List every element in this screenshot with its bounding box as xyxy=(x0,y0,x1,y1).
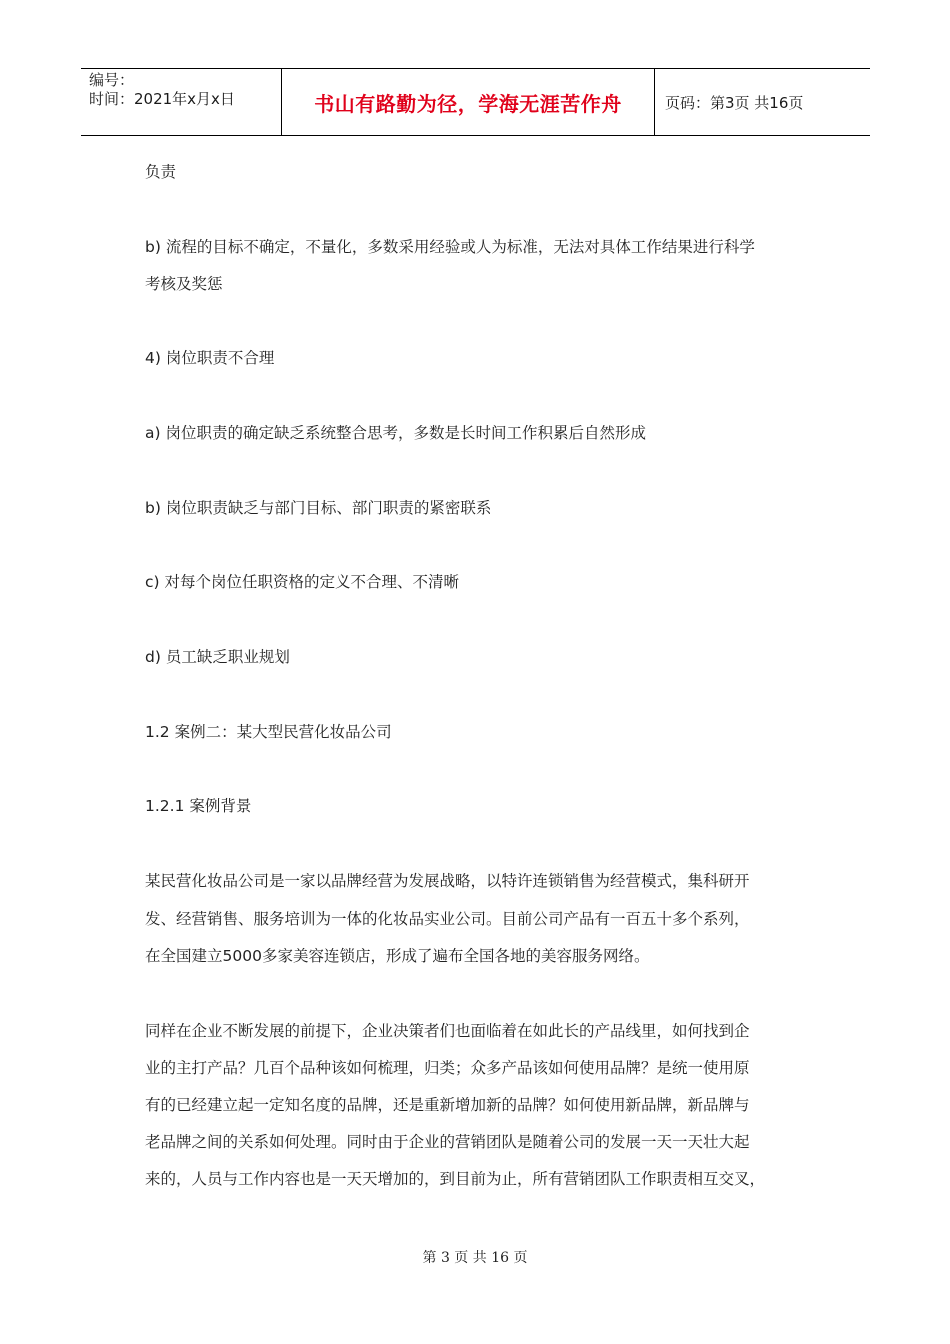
body-line: 某民营化妆品公司是一家以品牌经营为发展战略，以特许连锁销售为经营模式，集科研开 xyxy=(145,872,750,890)
body-line: 有的已经建立起一定知名度的品牌，还是重新增加新的品牌？如何使用新品牌，新品牌与 xyxy=(145,1096,750,1114)
body-line: 业的主打产品？几百个品种该如何梳理，归类；众多产品该如何使用品牌？是统一使用原 xyxy=(145,1059,750,1077)
body-line: 同样在企业不断发展的前提下，企业决策者们也面临着在如此长的产品线里，如何找到企 xyxy=(145,1022,750,1040)
body-line: b) 岗位职责缺乏与部门目标、部门职责的紧密联系 xyxy=(145,499,492,517)
body-line: 来的，人员与工作内容也是一天天增加的，到目前为止，所有营销团队工作职责相互交叉， xyxy=(145,1170,766,1188)
number-label: 编号： xyxy=(89,71,135,89)
header-motto: 书山有路勤为径，学海无涯苦作舟 xyxy=(282,69,655,135)
body-line: c) 对每个岗位任职资格的定义不合理、不清晰 xyxy=(145,573,459,591)
page-footer: 第 3 页 共 16 页 xyxy=(422,1250,528,1266)
body-line: 发、经营销售、服务培训为一体的化妆品实业公司。目前公司产品有一百五十多个系列， xyxy=(145,910,750,928)
body-line: 老品牌之间的关系如何处理。同时由于企业的营销团队是随着公司的发展一天一天壮大起 xyxy=(145,1133,750,1151)
header-page-label: 页码：第3页 共16页 xyxy=(665,93,804,112)
date-label: 时间：2021年x月x日 xyxy=(89,90,235,108)
body-line: b) 流程的目标不确定，不量化，多数采用经验或人为标准，无法对具体工作结果进行科学 xyxy=(145,238,755,256)
header-meta-cell xyxy=(81,69,282,135)
document-header xyxy=(81,68,870,136)
body-line: 在全国建立5000多家美容连锁店，形成了遍布全国各地的美容服务网络。 xyxy=(145,947,650,965)
section-heading: 4) 岗位职责不合理 xyxy=(145,349,275,367)
body-line: 考核及奖惩 xyxy=(145,275,223,293)
section-heading: 1.2 案例二：某大型民营化妆品公司 xyxy=(145,723,392,741)
section-heading: 1.2.1 案例背景 xyxy=(145,797,252,815)
body-line: a) 岗位职责的确定缺乏系统整合思考，多数是长时间工作积累后自然形成 xyxy=(145,424,646,442)
body-line: 负责 xyxy=(145,163,177,181)
body-line: d) 员工缺乏职业规划 xyxy=(145,648,290,666)
